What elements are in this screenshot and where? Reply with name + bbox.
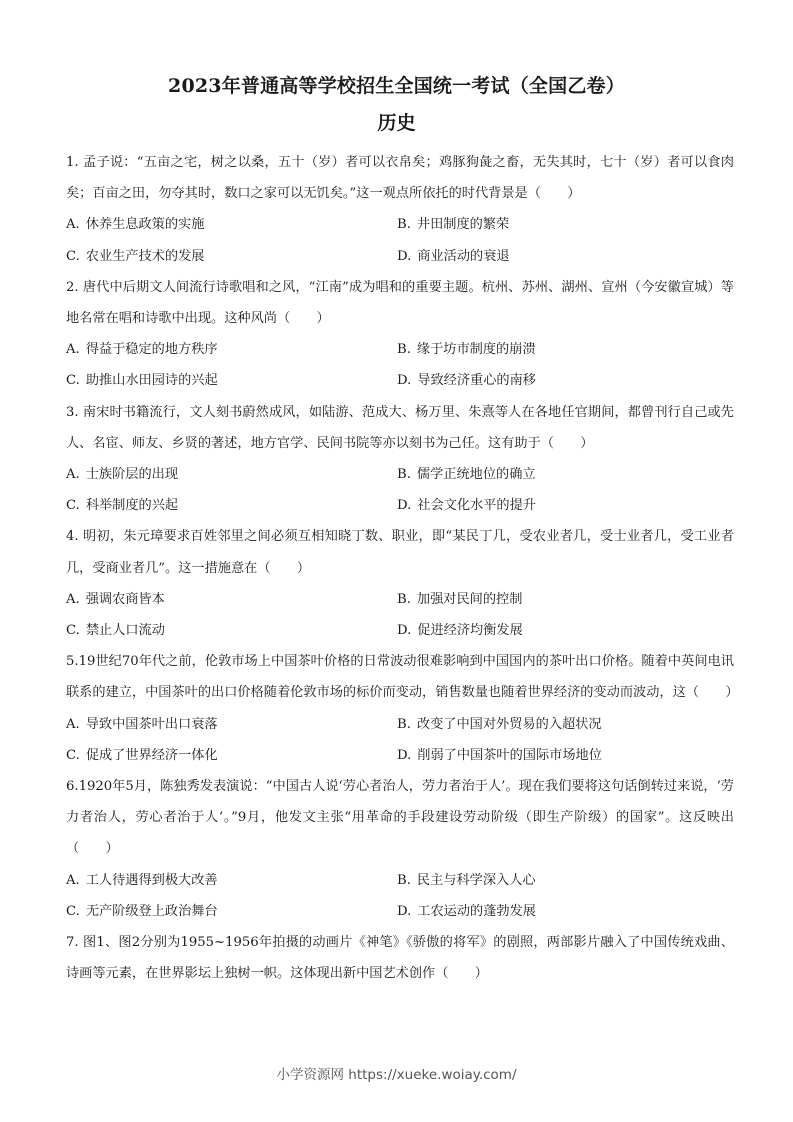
question-text: 明初，朱元璋要求百姓邻里之间必须互相知晓丁数、职业，即“某民丁几，受农业者几，受士业者几，受工业者几，受商业者几”。这一措施意在（ ） <box>66 529 734 576</box>
option-b[interactable]: B. 加强对民间的控制 <box>397 591 523 607</box>
question-text: 唐代中后期文人间流行诗歌唱和之风，“江南”成为唱和的重要主题。杭州、苏州、湖州、宣州（今安徽宣城）等地名常在唱和诗歌中出现。这种风尚（ ） <box>66 279 734 327</box>
options-grid <box>66 709 734 771</box>
option-b[interactable]: B. 民主与科学深入人心 <box>397 872 536 888</box>
option-a[interactable]: A. 导致中国茶叶出口衰落 <box>66 716 218 732</box>
option-d[interactable]: D. 社会文化水平的提升 <box>397 498 536 514</box>
option-c[interactable]: C. 助推山水田园诗的兴起 <box>66 373 218 389</box>
option-c[interactable]: C. 促成了世界经济一体化 <box>66 747 218 763</box>
question-stem <box>66 397 734 459</box>
question-6 <box>66 771 734 927</box>
question-number: 6. <box>66 779 79 795</box>
option-d[interactable]: D. 导致经济重心的南移 <box>397 373 536 389</box>
question-stem <box>66 147 734 209</box>
question-7 <box>66 927 734 989</box>
question-text: 1920年5月，陈独秀发表演说：“中国古人说‘劳心者治人，劳力者治于人’。现在我们要将这句话倒转过来说，‘劳力者治人，劳心者治于人’。”9月，他发文主张“用革命的手段建设劳动阶级（即生产阶级）的国家”。这反映出（ ） <box>66 779 734 857</box>
question-stem <box>66 771 734 865</box>
question-text: 孟子说：“五亩之宅，树之以桑，五十（岁）者可以衣帛矣；鸡豚狗彘之畜，无失其时，七十（岁）者可以食肉矣；百亩之田，勿夺其时，数口之家可以无饥矣。”这一观点所依托的时代背景是（ ） <box>66 155 734 202</box>
question-5 <box>66 646 739 771</box>
option-a[interactable]: A. 士族阶层的出现 <box>66 467 179 483</box>
question-number: 2. <box>66 279 79 295</box>
option-d[interactable]: D. 商业活动的衰退 <box>397 248 510 264</box>
option-a[interactable]: A. 休养生息政策的实施 <box>66 217 205 233</box>
question-text: 图1、图2分别为1955~1956年拍摄的动画片《神笔》《骄傲的将军》的剧照，两部影片融入了中国传统戏曲、诗画等元素，在世界影坛上独树一帜。这体现出新中国艺术创作（ ） <box>66 935 734 982</box>
question-stem <box>66 646 739 708</box>
subject-heading: 历史 <box>377 112 416 134</box>
option-b[interactable]: B. 井田制度的繁荣 <box>397 217 510 233</box>
options-grid <box>66 584 734 646</box>
question-stem <box>66 927 734 989</box>
option-d[interactable]: D. 促进经济均衡发展 <box>397 623 523 639</box>
options-grid <box>66 334 734 396</box>
option-b[interactable]: B. 缘于坊市制度的崩溃 <box>397 342 536 358</box>
question-text: 19世纪70年代之前，伦敦市场上中国茶叶价格的日常波动很难影响到中国国内的茶叶出口价格。随着中英间电讯联系的建立，中国茶叶的出口价格随着伦敦市场的标价而变动，销售数量也随着世界经济的变动而波动，这（ ） <box>66 654 739 701</box>
question-4 <box>66 521 734 646</box>
option-c[interactable]: C. 农业生产技术的发展 <box>66 248 205 264</box>
question-number: 5. <box>66 654 79 670</box>
options-grid <box>66 459 734 521</box>
question-number: 7. <box>66 935 79 951</box>
option-b[interactable]: B. 改变了中国对外贸易的入超状况 <box>397 716 602 732</box>
question-text: 南宋时书籍流行，文人刻书蔚然成风，如陆游、范成大、杨万里、朱熹等人在各地任官期间，都曾刊行自己或先人、名宦、师友、乡贤的著述，地方官学、民间书院等亦以刻书为己任。这有助于（ ） <box>66 404 734 451</box>
option-a[interactable]: A. 强调农商皆本 <box>66 591 165 607</box>
options-grid <box>66 865 734 927</box>
option-c[interactable]: C. 无产阶级登上政治舞台 <box>66 903 218 919</box>
question-stem <box>66 272 734 334</box>
question-2 <box>66 272 734 397</box>
option-c[interactable]: C. 禁止人口流动 <box>66 623 165 639</box>
watermark-footer: 小学资源网 https://xueke.woiay.com/ <box>276 1067 517 1083</box>
option-d[interactable]: D. 削弱了中国茶叶的国际市场地位 <box>397 747 602 763</box>
option-c[interactable]: C. 科举制度的兴起 <box>66 498 179 514</box>
question-number: 3. <box>66 404 79 420</box>
question-number: 4. <box>66 529 79 545</box>
question-list <box>66 147 739 989</box>
question-3 <box>66 397 734 522</box>
options-grid <box>66 209 734 271</box>
option-a[interactable]: A. 工人待遇得到极大改善 <box>66 872 218 888</box>
option-d[interactable]: D. 工农运动的蓬勃发展 <box>397 903 536 919</box>
question-number: 1. <box>66 155 79 170</box>
option-b[interactable]: B. 儒学正统地位的确立 <box>397 467 536 483</box>
option-a[interactable]: A. 得益于稳定的地方秩序 <box>66 342 218 358</box>
question-stem <box>66 521 734 583</box>
exam-title: 2023年普通高等学校招生全国统一考试（全国乙卷） <box>168 75 625 97</box>
question-1 <box>66 147 734 272</box>
